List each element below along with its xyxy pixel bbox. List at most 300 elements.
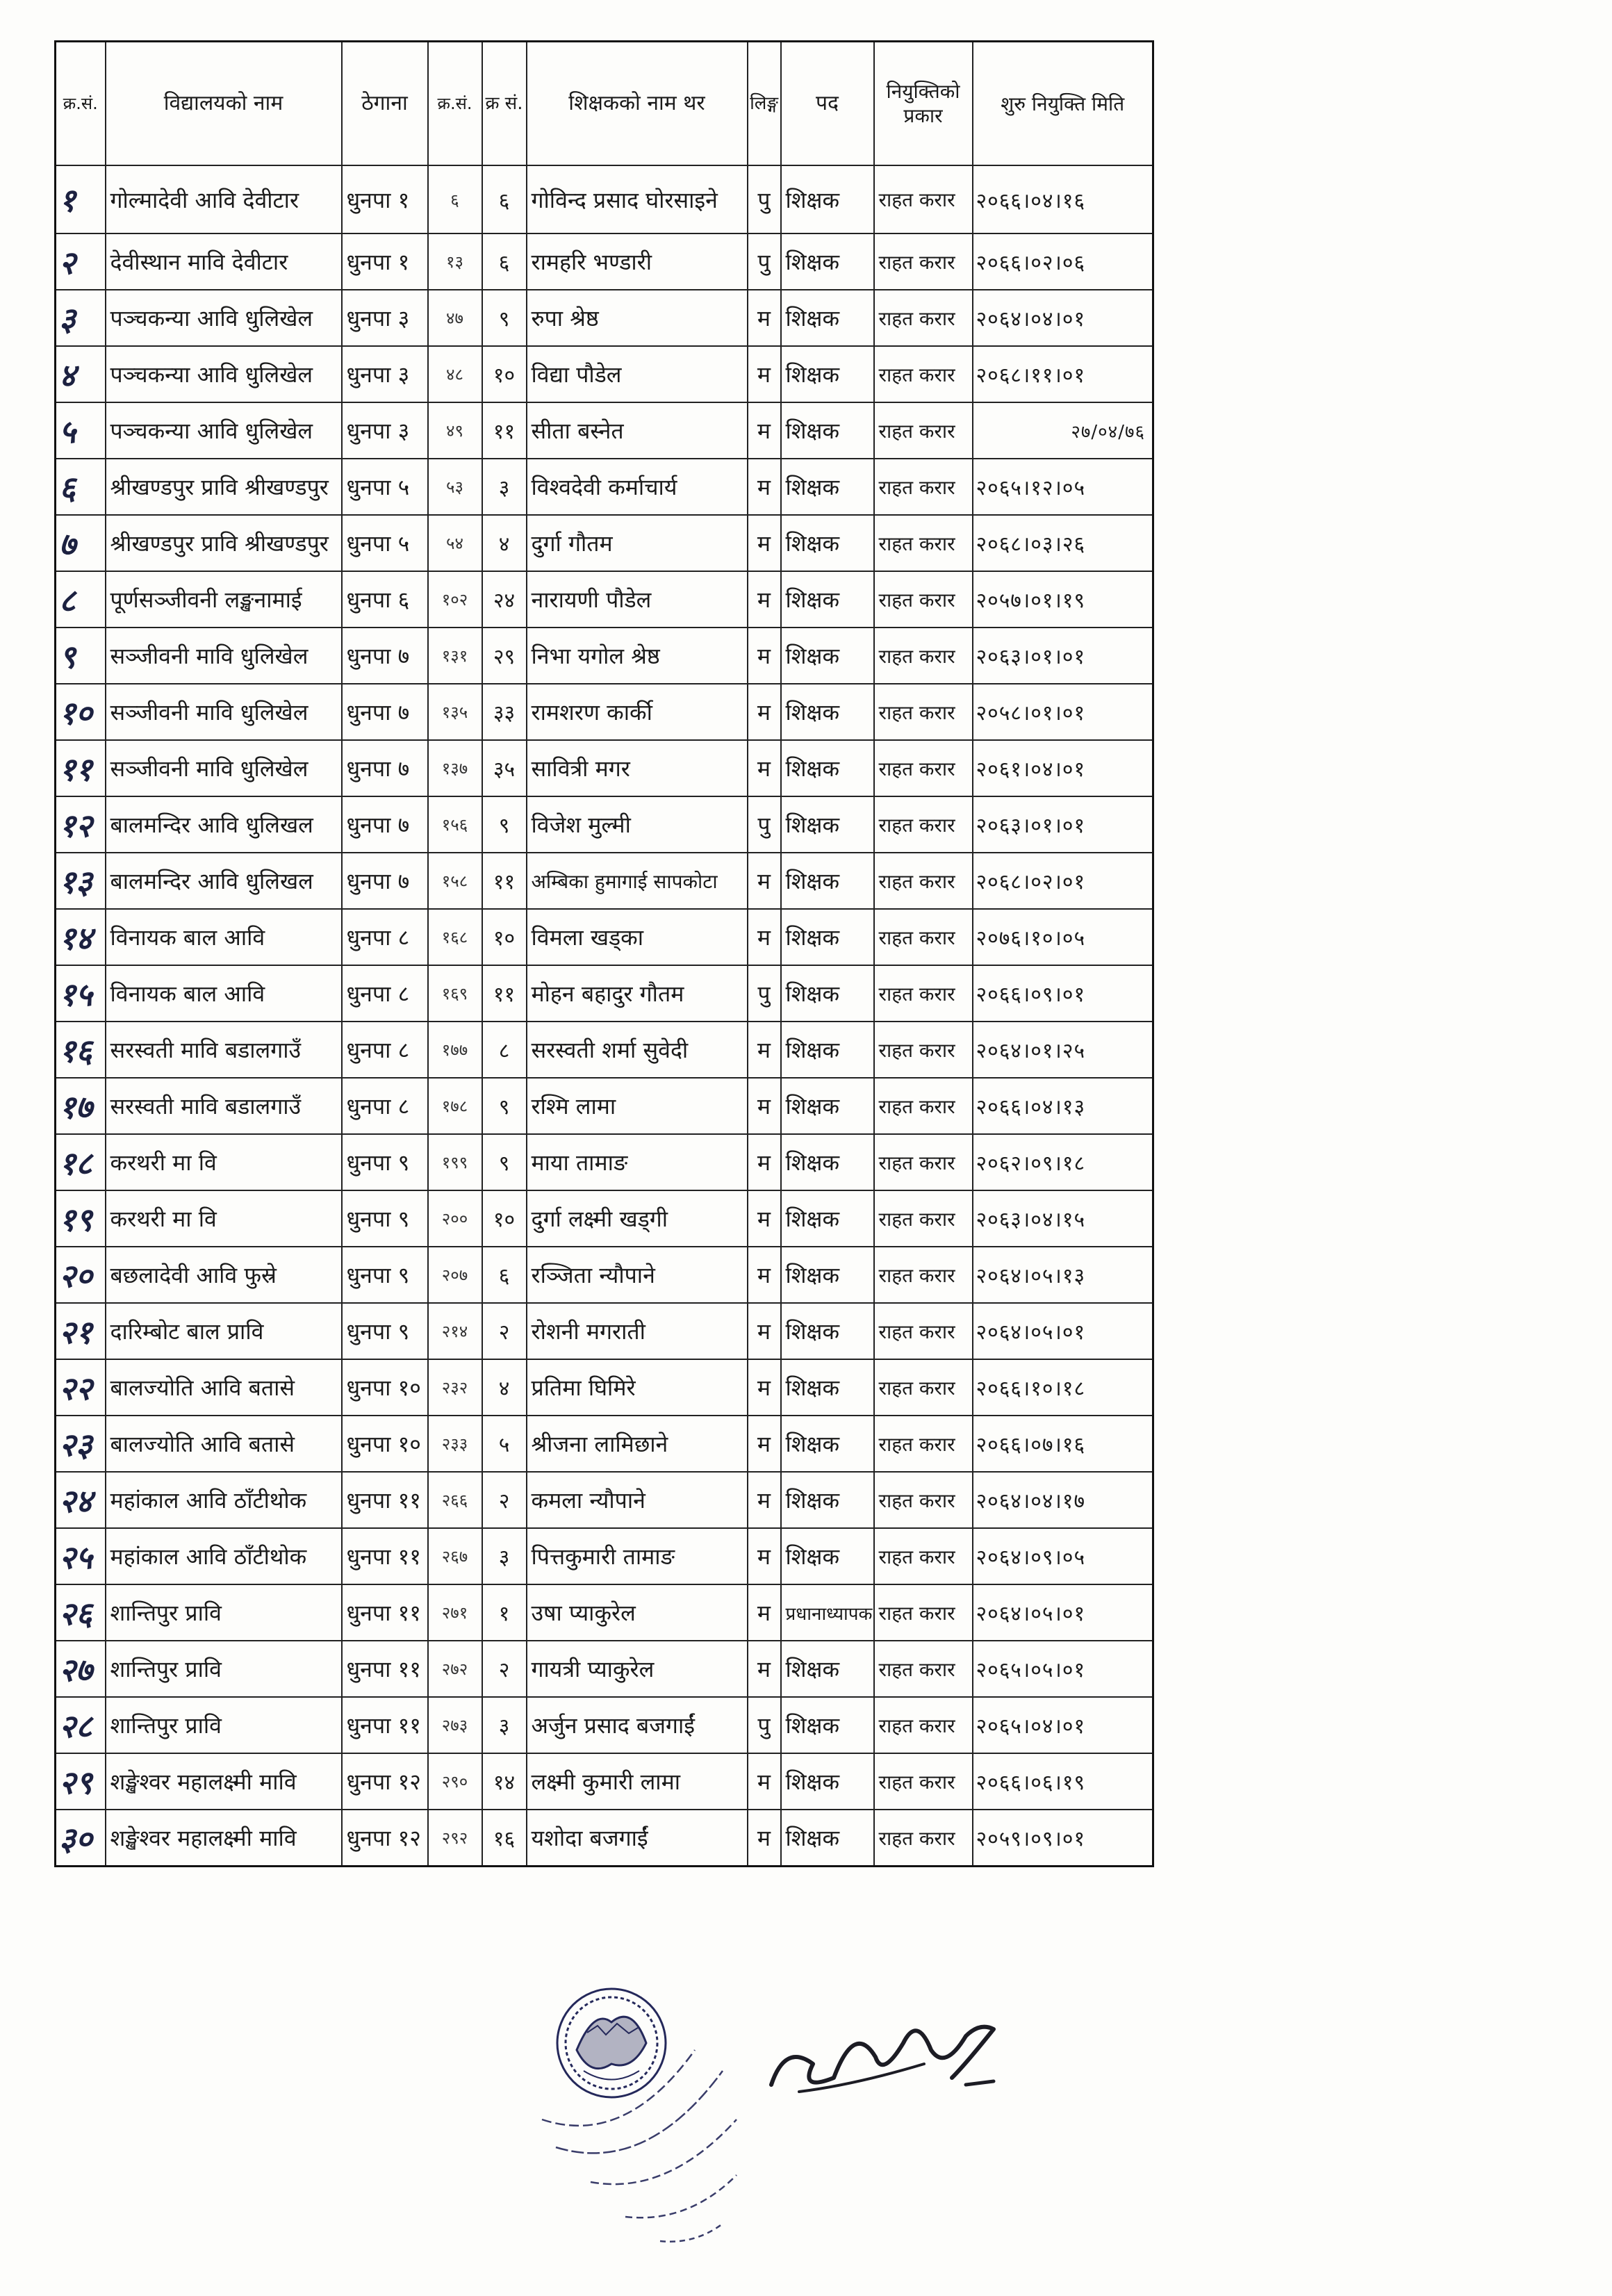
cell-serial: २१ xyxy=(56,1303,106,1359)
cell-gender: म xyxy=(748,740,781,796)
cell-school-serial: २०७ xyxy=(428,1247,482,1303)
cell-serial: १९ xyxy=(56,1190,106,1247)
cell-teacher-name: उषा प्याकुरेल xyxy=(527,1584,748,1641)
cell-post: शिक्षक xyxy=(781,1753,874,1810)
cell-teacher-name: रश्मि लामा xyxy=(527,1078,748,1134)
cell-post: शिक्षक xyxy=(781,1022,874,1078)
cell-post: शिक्षक xyxy=(781,1810,874,1867)
cell-first-appointment-date: २०६४।०१।२५ xyxy=(973,1022,1153,1078)
header-appointment-type: नियुक्तिको प्रकार xyxy=(874,42,973,166)
cell-first-appointment-date: २०६४।०४।०१ xyxy=(973,290,1153,346)
cell-appointment-type: राहत करार xyxy=(874,290,973,346)
cell-post: शिक्षक xyxy=(781,965,874,1022)
cell-post: शिक्षक xyxy=(781,346,874,402)
cell-teacher-name: अम्बिका हुमागाई सापकोटा xyxy=(527,853,748,909)
table-row xyxy=(56,459,1153,515)
header-teacher-serial: क्र सं. xyxy=(482,42,527,166)
cell-school-name: सरस्वती मावि बडालगाउँ xyxy=(106,1022,342,1078)
cell-school-name: महांकाल आवि ठाँटीथोक xyxy=(106,1528,342,1584)
cell-serial: १२ xyxy=(56,796,106,853)
cell-serial: २७ xyxy=(56,1641,106,1697)
cell-address: धुनपा ८ xyxy=(342,1022,428,1078)
cell-school-serial: २३३ xyxy=(428,1416,482,1472)
cell-address: धुनपा ११ xyxy=(342,1697,428,1753)
cell-first-appointment-date: २०६८।०३।२६ xyxy=(973,515,1153,571)
cell-gender: पु xyxy=(748,796,781,853)
cell-teacher-name: रामशरण कार्की xyxy=(527,684,748,740)
cell-serial: १० xyxy=(56,684,106,740)
cell-serial: २३ xyxy=(56,1416,106,1472)
cell-gender: पु xyxy=(748,233,781,290)
cell-school-serial: १७७ xyxy=(428,1022,482,1078)
cell-teacher-serial: ११ xyxy=(482,402,527,459)
cell-school-name: सरस्वती मावि बडालगाउँ xyxy=(106,1078,342,1134)
cell-address: धुनपा ३ xyxy=(342,290,428,346)
office-seal-stamp xyxy=(528,1967,778,2258)
cell-teacher-name: पित्तकुमारी तामाङ xyxy=(527,1528,748,1584)
cell-appointment-type: राहत करार xyxy=(874,1416,973,1472)
cell-post: शिक्षक xyxy=(781,402,874,459)
cell-gender: म xyxy=(748,1753,781,1810)
cell-teacher-serial: १६ xyxy=(482,1810,527,1867)
cell-appointment-type: राहत करार xyxy=(874,1303,973,1359)
cell-school-serial: ५३ xyxy=(428,459,482,515)
cell-gender: म xyxy=(748,1416,781,1472)
cell-first-appointment-date: २०६४।०५।१३ xyxy=(973,1247,1153,1303)
cell-appointment-type: राहत करार xyxy=(874,402,973,459)
cell-teacher-name: यशोदा बजगाईं xyxy=(527,1810,748,1867)
cell-teacher-name: लक्ष्मी कुमारी लामा xyxy=(527,1753,748,1810)
cell-serial: १ xyxy=(56,165,106,233)
cell-teacher-name: सावित्री मगर xyxy=(527,740,748,796)
cell-serial: २४ xyxy=(56,1472,106,1528)
cell-appointment-type: राहत करार xyxy=(874,1584,973,1641)
cell-school-name: बालमन्दिर आवि धुलिखल xyxy=(106,853,342,909)
cell-appointment-type: राहत करार xyxy=(874,1078,973,1134)
cell-appointment-type: राहत करार xyxy=(874,459,973,515)
cell-school-name: महांकाल आवि ठाँटीथोक xyxy=(106,1472,342,1528)
table-row xyxy=(56,909,1153,965)
cell-teacher-serial: ६ xyxy=(482,1247,527,1303)
header-gender: लिङ्ग xyxy=(748,42,781,166)
cell-school-serial: १६९ xyxy=(428,965,482,1022)
cell-post: शिक्षक xyxy=(781,165,874,233)
cell-first-appointment-date: २०५८।०१।०१ xyxy=(973,684,1153,740)
cell-first-appointment-date: २०६४।०९।०५ xyxy=(973,1528,1153,1584)
cell-teacher-serial: २९ xyxy=(482,628,527,684)
cell-post: शिक्षक xyxy=(781,1359,874,1416)
cell-first-appointment-date: २०६६।०४।१३ xyxy=(973,1078,1153,1134)
cell-school-serial: २७१ xyxy=(428,1584,482,1641)
cell-teacher-serial: ९ xyxy=(482,796,527,853)
cell-post: शिक्षक xyxy=(781,1190,874,1247)
cell-first-appointment-date: २०६६।०९।०१ xyxy=(973,965,1153,1022)
cell-appointment-type: राहत करार xyxy=(874,1247,973,1303)
cell-first-appointment-date: २०७६।१०।०५ xyxy=(973,909,1153,965)
cell-school-name: सञ्जीवनी मावि धुलिखेल xyxy=(106,628,342,684)
cell-post: शिक्षक xyxy=(781,684,874,740)
cell-appointment-type: राहत करार xyxy=(874,1472,973,1528)
table-row xyxy=(56,1190,1153,1247)
cell-teacher-name: कमला न्यौपाने xyxy=(527,1472,748,1528)
seal-emblem-icon xyxy=(557,1989,666,2097)
cell-gender: म xyxy=(748,1190,781,1247)
cell-first-appointment-date: २०६६।०४।१६ xyxy=(973,165,1153,233)
cell-teacher-serial: ३ xyxy=(482,1528,527,1584)
cell-teacher-name: रामहरि भण्डारी xyxy=(527,233,748,290)
cell-teacher-serial: ११ xyxy=(482,965,527,1022)
cell-teacher-name: निभा यगोल श्रेष्ठ xyxy=(527,628,748,684)
cell-post: शिक्षक xyxy=(781,290,874,346)
cell-teacher-name: गायत्री प्याकुरेल xyxy=(527,1641,748,1697)
cell-teacher-serial: ४ xyxy=(482,515,527,571)
cell-address: धुनपा ३ xyxy=(342,346,428,402)
cell-teacher-serial: ४ xyxy=(482,1359,527,1416)
cell-school-name: बालज्योति आवि बतासे xyxy=(106,1416,342,1472)
cell-gender: म xyxy=(748,628,781,684)
cell-school-name: देवीस्थान मावि देवीटार xyxy=(106,233,342,290)
cell-first-appointment-date: २०५७।०१।१९ xyxy=(973,571,1153,628)
cell-appointment-type: राहत करार xyxy=(874,1134,973,1190)
cell-school-serial: १९९ xyxy=(428,1134,482,1190)
header-first-appointment-date: शुरु नियुक्ति मिति xyxy=(973,42,1153,166)
cell-address: धुनपा ९ xyxy=(342,1247,428,1303)
header-serial: क्र.सं. xyxy=(56,42,106,166)
cell-gender: म xyxy=(748,1528,781,1584)
cell-post: शिक्षक xyxy=(781,1472,874,1528)
cell-first-appointment-date: २०६६।०६।१९ xyxy=(973,1753,1153,1810)
table-row xyxy=(56,346,1153,402)
cell-address: धुनपा १० xyxy=(342,1359,428,1416)
table-row xyxy=(56,628,1153,684)
cell-first-appointment-date: २०६६।१०।१८ xyxy=(973,1359,1153,1416)
cell-first-appointment-date: २०६२।०९।१८ xyxy=(973,1134,1153,1190)
cell-school-serial: २०० xyxy=(428,1190,482,1247)
cell-appointment-type: राहत करार xyxy=(874,965,973,1022)
cell-appointment-type: राहत करार xyxy=(874,1810,973,1867)
cell-school-serial: १३१ xyxy=(428,628,482,684)
cell-address: धुनपा ५ xyxy=(342,515,428,571)
cell-gender: म xyxy=(748,1472,781,1528)
cell-school-name: श्रीखण्डपुर प्रावि श्रीखण्डपुर xyxy=(106,459,342,515)
cell-teacher-serial: १० xyxy=(482,1190,527,1247)
table-row xyxy=(56,1134,1153,1190)
cell-first-appointment-date: २०६४।०५।०१ xyxy=(973,1303,1153,1359)
cell-serial: ३० xyxy=(56,1810,106,1867)
cell-first-appointment-date: २७/०४/७६ xyxy=(973,402,1153,459)
cell-appointment-type: राहत करार xyxy=(874,233,973,290)
cell-gender: म xyxy=(748,1247,781,1303)
cell-serial: २० xyxy=(56,1247,106,1303)
cell-teacher-name: श्रीजना लामिछाने xyxy=(527,1416,748,1472)
cell-serial: २६ xyxy=(56,1584,106,1641)
cell-serial: २५ xyxy=(56,1528,106,1584)
table-row xyxy=(56,1247,1153,1303)
cell-gender: म xyxy=(748,1022,781,1078)
cell-post: शिक्षक xyxy=(781,1078,874,1134)
cell-gender: म xyxy=(748,459,781,515)
cell-first-appointment-date: २०६५।०४।०१ xyxy=(973,1697,1153,1753)
cell-school-serial: ४८ xyxy=(428,346,482,402)
cell-teacher-serial: ३ xyxy=(482,1697,527,1753)
cell-serial: ५ xyxy=(56,402,106,459)
cell-gender: म xyxy=(748,290,781,346)
cell-teacher-serial: १ xyxy=(482,1584,527,1641)
cell-post: शिक्षक xyxy=(781,571,874,628)
cell-school-name: सञ्जीवनी मावि धुलिखेल xyxy=(106,684,342,740)
teacher-list-table-container xyxy=(54,40,1154,1867)
cell-serial: १५ xyxy=(56,965,106,1022)
cell-address: धुनपा ८ xyxy=(342,965,428,1022)
cell-teacher-name: विजेश मुल्मी xyxy=(527,796,748,853)
cell-post: शिक्षक xyxy=(781,1528,874,1584)
cell-address: धुनपा ५ xyxy=(342,459,428,515)
cell-teacher-serial: ६ xyxy=(482,233,527,290)
cell-serial: ९ xyxy=(56,628,106,684)
cell-teacher-name: गोविन्द प्रसाद घोरसाइने xyxy=(527,165,748,233)
cell-post: शिक्षक xyxy=(781,459,874,515)
cell-teacher-serial: ११ xyxy=(482,853,527,909)
cell-teacher-name: रुपा श्रेष्ठ xyxy=(527,290,748,346)
cell-first-appointment-date: २०६६।०७।१६ xyxy=(973,1416,1153,1472)
cell-address: धुनपा १२ xyxy=(342,1753,428,1810)
cell-teacher-serial: २४ xyxy=(482,571,527,628)
cell-teacher-serial: ८ xyxy=(482,1022,527,1078)
cell-school-serial: २९० xyxy=(428,1753,482,1810)
cell-serial: १७ xyxy=(56,1078,106,1134)
cell-address: धुनपा ११ xyxy=(342,1528,428,1584)
cell-teacher-name: मोहन बहादुर गौतम xyxy=(527,965,748,1022)
cell-teacher-name: रञ्जिता न्यौपाने xyxy=(527,1247,748,1303)
cell-teacher-serial: ५ xyxy=(482,1416,527,1472)
table-row xyxy=(56,1641,1153,1697)
cell-post: शिक्षक xyxy=(781,740,874,796)
cell-teacher-name: प्रतिमा घिमिरे xyxy=(527,1359,748,1416)
cell-gender: म xyxy=(748,909,781,965)
cell-school-serial: २९२ xyxy=(428,1810,482,1867)
cell-school-serial: १६८ xyxy=(428,909,482,965)
cell-address: धुनपा ७ xyxy=(342,628,428,684)
cell-serial: २९ xyxy=(56,1753,106,1810)
cell-serial: ११ xyxy=(56,740,106,796)
cell-school-name: करथरी मा वि xyxy=(106,1134,342,1190)
cell-school-name: शान्तिपुर प्रावि xyxy=(106,1584,342,1641)
cell-school-serial: १५८ xyxy=(428,853,482,909)
table-row xyxy=(56,571,1153,628)
cell-teacher-serial: ६ xyxy=(482,165,527,233)
table-body xyxy=(56,165,1153,1867)
cell-school-serial: २३२ xyxy=(428,1359,482,1416)
cell-appointment-type: राहत करार xyxy=(874,515,973,571)
table-row xyxy=(56,1022,1153,1078)
cell-post: शिक्षक xyxy=(781,909,874,965)
cell-teacher-name: विश्वदेवी कर्माचार्य xyxy=(527,459,748,515)
cell-gender: म xyxy=(748,402,781,459)
cell-serial: १४ xyxy=(56,909,106,965)
cell-school-name: शङ्खेश्वर महालक्ष्मी मावि xyxy=(106,1753,342,1810)
cell-teacher-serial: १० xyxy=(482,909,527,965)
table-row xyxy=(56,1753,1153,1810)
cell-teacher-name: अर्जुन प्रसाद बजगाईं xyxy=(527,1697,748,1753)
cell-appointment-type: राहत करार xyxy=(874,1022,973,1078)
cell-teacher-serial: ३ xyxy=(482,459,527,515)
cell-address: धुनपा ८ xyxy=(342,909,428,965)
cell-school-name: पञ्चकन्या आवि धुलिखेल xyxy=(106,346,342,402)
cell-appointment-type: राहत करार xyxy=(874,1190,973,1247)
cell-address: धुनपा ११ xyxy=(342,1584,428,1641)
table-row xyxy=(56,515,1153,571)
cell-first-appointment-date: २०५९।०९।०१ xyxy=(973,1810,1153,1867)
table-row xyxy=(56,402,1153,459)
table-row xyxy=(56,853,1153,909)
cell-first-appointment-date: २०६३।०१।०१ xyxy=(973,796,1153,853)
cell-serial: ४ xyxy=(56,346,106,402)
table-row xyxy=(56,740,1153,796)
cell-gender: पु xyxy=(748,165,781,233)
cell-school-name: बछलादेवी आवि फुस्रे xyxy=(106,1247,342,1303)
cell-teacher-name: सरस्वती शर्मा सुवेदी xyxy=(527,1022,748,1078)
cell-school-name: बालज्योति आवि बतासे xyxy=(106,1359,342,1416)
table-row xyxy=(56,1697,1153,1753)
cell-post: शिक्षक xyxy=(781,1303,874,1359)
cell-appointment-type: राहत करार xyxy=(874,1697,973,1753)
cell-serial: १६ xyxy=(56,1022,106,1078)
cell-appointment-type: राहत करार xyxy=(874,346,973,402)
cell-post: शिक्षक xyxy=(781,1416,874,1472)
cell-appointment-type: राहत करार xyxy=(874,628,973,684)
cell-first-appointment-date: २०६४।०४।१७ xyxy=(973,1472,1153,1528)
cell-appointment-type: राहत करार xyxy=(874,740,973,796)
cell-teacher-name: रोशनी मगराती xyxy=(527,1303,748,1359)
cell-appointment-type: राहत करार xyxy=(874,1753,973,1810)
table-row xyxy=(56,684,1153,740)
cell-school-serial: १०२ xyxy=(428,571,482,628)
table-row xyxy=(56,1472,1153,1528)
cell-gender: म xyxy=(748,515,781,571)
cell-gender: म xyxy=(748,1359,781,1416)
table-row xyxy=(56,1528,1153,1584)
cell-appointment-type: राहत करार xyxy=(874,1528,973,1584)
table-header-row xyxy=(56,42,1153,166)
table-row xyxy=(56,165,1153,233)
cell-serial: ७ xyxy=(56,515,106,571)
cell-post: शिक्षक xyxy=(781,1247,874,1303)
cell-first-appointment-date: २०६५।१२।०५ xyxy=(973,459,1153,515)
cell-serial: २ xyxy=(56,233,106,290)
cell-school-serial: ५४ xyxy=(428,515,482,571)
cell-address: धुनपा १ xyxy=(342,165,428,233)
cell-teacher-serial: ३३ xyxy=(482,684,527,740)
cell-gender: म xyxy=(748,1641,781,1697)
cell-appointment-type: राहत करार xyxy=(874,1359,973,1416)
table-row xyxy=(56,1810,1153,1867)
cell-school-serial: १३७ xyxy=(428,740,482,796)
cell-first-appointment-date: २०६३।०१।०१ xyxy=(973,628,1153,684)
cell-school-serial: १३ xyxy=(428,233,482,290)
cell-school-name: बालमन्दिर आवि धुलिखल xyxy=(106,796,342,853)
table-row xyxy=(56,796,1153,853)
cell-address: धुनपा ७ xyxy=(342,684,428,740)
cell-post: शिक्षक xyxy=(781,1697,874,1753)
cell-teacher-serial: ९ xyxy=(482,1078,527,1134)
cell-address: धुनपा १० xyxy=(342,1416,428,1472)
cell-address: धुनपा ११ xyxy=(342,1472,428,1528)
cell-school-serial: २१४ xyxy=(428,1303,482,1359)
cell-first-appointment-date: २०६८।०२।०१ xyxy=(973,853,1153,909)
header-school-serial: क्र.सं. xyxy=(428,42,482,166)
cell-school-name: गोल्मादेवी आवि देवीटार xyxy=(106,165,342,233)
table-row xyxy=(56,1416,1153,1472)
cell-gender: म xyxy=(748,853,781,909)
cell-appointment-type: राहत करार xyxy=(874,571,973,628)
cell-school-name: पञ्चकन्या आवि धुलिखेल xyxy=(106,402,342,459)
cell-address: धुनपा ७ xyxy=(342,853,428,909)
cell-post: शिक्षक xyxy=(781,1134,874,1190)
table-row xyxy=(56,965,1153,1022)
header-post: पद xyxy=(781,42,874,166)
cell-gender: म xyxy=(748,1303,781,1359)
cell-teacher-name: विद्या पौडेल xyxy=(527,346,748,402)
cell-school-serial: २७३ xyxy=(428,1697,482,1753)
cell-address: धुनपा १२ xyxy=(342,1810,428,1867)
cell-address: धुनपा ९ xyxy=(342,1134,428,1190)
cell-school-name: करथरी मा वि xyxy=(106,1190,342,1247)
cell-appointment-type: राहत करार xyxy=(874,684,973,740)
cell-post: शिक्षक xyxy=(781,628,874,684)
cell-school-name: शङ्खेश्वर महालक्ष्मी मावि xyxy=(106,1810,342,1867)
cell-gender: पु xyxy=(748,1697,781,1753)
cell-address: धुनपा ८ xyxy=(342,1078,428,1134)
cell-address: धुनपा ३ xyxy=(342,402,428,459)
cell-teacher-serial: १० xyxy=(482,346,527,402)
cell-gender: म xyxy=(748,684,781,740)
cell-gender: पु xyxy=(748,965,781,1022)
table-row xyxy=(56,1303,1153,1359)
cell-school-name: दारिम्बोट बाल प्रावि xyxy=(106,1303,342,1359)
cell-teacher-serial: २ xyxy=(482,1472,527,1528)
table-row xyxy=(56,233,1153,290)
cell-teacher-name: नारायणी पौडेल xyxy=(527,571,748,628)
cell-serial: ३ xyxy=(56,290,106,346)
cell-gender: म xyxy=(748,1134,781,1190)
cell-school-name: पूर्णसञ्जीवनी लङ्खनामाई xyxy=(106,571,342,628)
cell-address: धुनपा ७ xyxy=(342,796,428,853)
cell-school-serial: ४७ xyxy=(428,290,482,346)
header-teacher-name: शिक्षकको नाम थर xyxy=(527,42,748,166)
cell-first-appointment-date: २०६६।०२।०६ xyxy=(973,233,1153,290)
cell-gender: म xyxy=(748,1584,781,1641)
cell-teacher-serial: २ xyxy=(482,1641,527,1697)
cell-gender: म xyxy=(748,571,781,628)
cell-first-appointment-date: २०६५।०५।०१ xyxy=(973,1641,1153,1697)
cell-address: धुनपा ७ xyxy=(342,740,428,796)
cell-school-serial: २७२ xyxy=(428,1641,482,1697)
cell-school-name: शान्तिपुर प्रावि xyxy=(106,1697,342,1753)
cell-address: धुनपा १ xyxy=(342,233,428,290)
official-signature xyxy=(757,1981,1021,2119)
cell-school-serial: १७८ xyxy=(428,1078,482,1134)
cell-serial: २८ xyxy=(56,1697,106,1753)
cell-teacher-serial: २ xyxy=(482,1303,527,1359)
cell-serial: ८ xyxy=(56,571,106,628)
header-address: ठेगाना xyxy=(342,42,428,166)
cell-serial: १८ xyxy=(56,1134,106,1190)
cell-first-appointment-date: २०६१।०४।०१ xyxy=(973,740,1153,796)
cell-teacher-name: सीता बस्नेत xyxy=(527,402,748,459)
cell-teacher-serial: ९ xyxy=(482,290,527,346)
cell-appointment-type: राहत करार xyxy=(874,165,973,233)
cell-first-appointment-date: २०६४।०५।०१ xyxy=(973,1584,1153,1641)
